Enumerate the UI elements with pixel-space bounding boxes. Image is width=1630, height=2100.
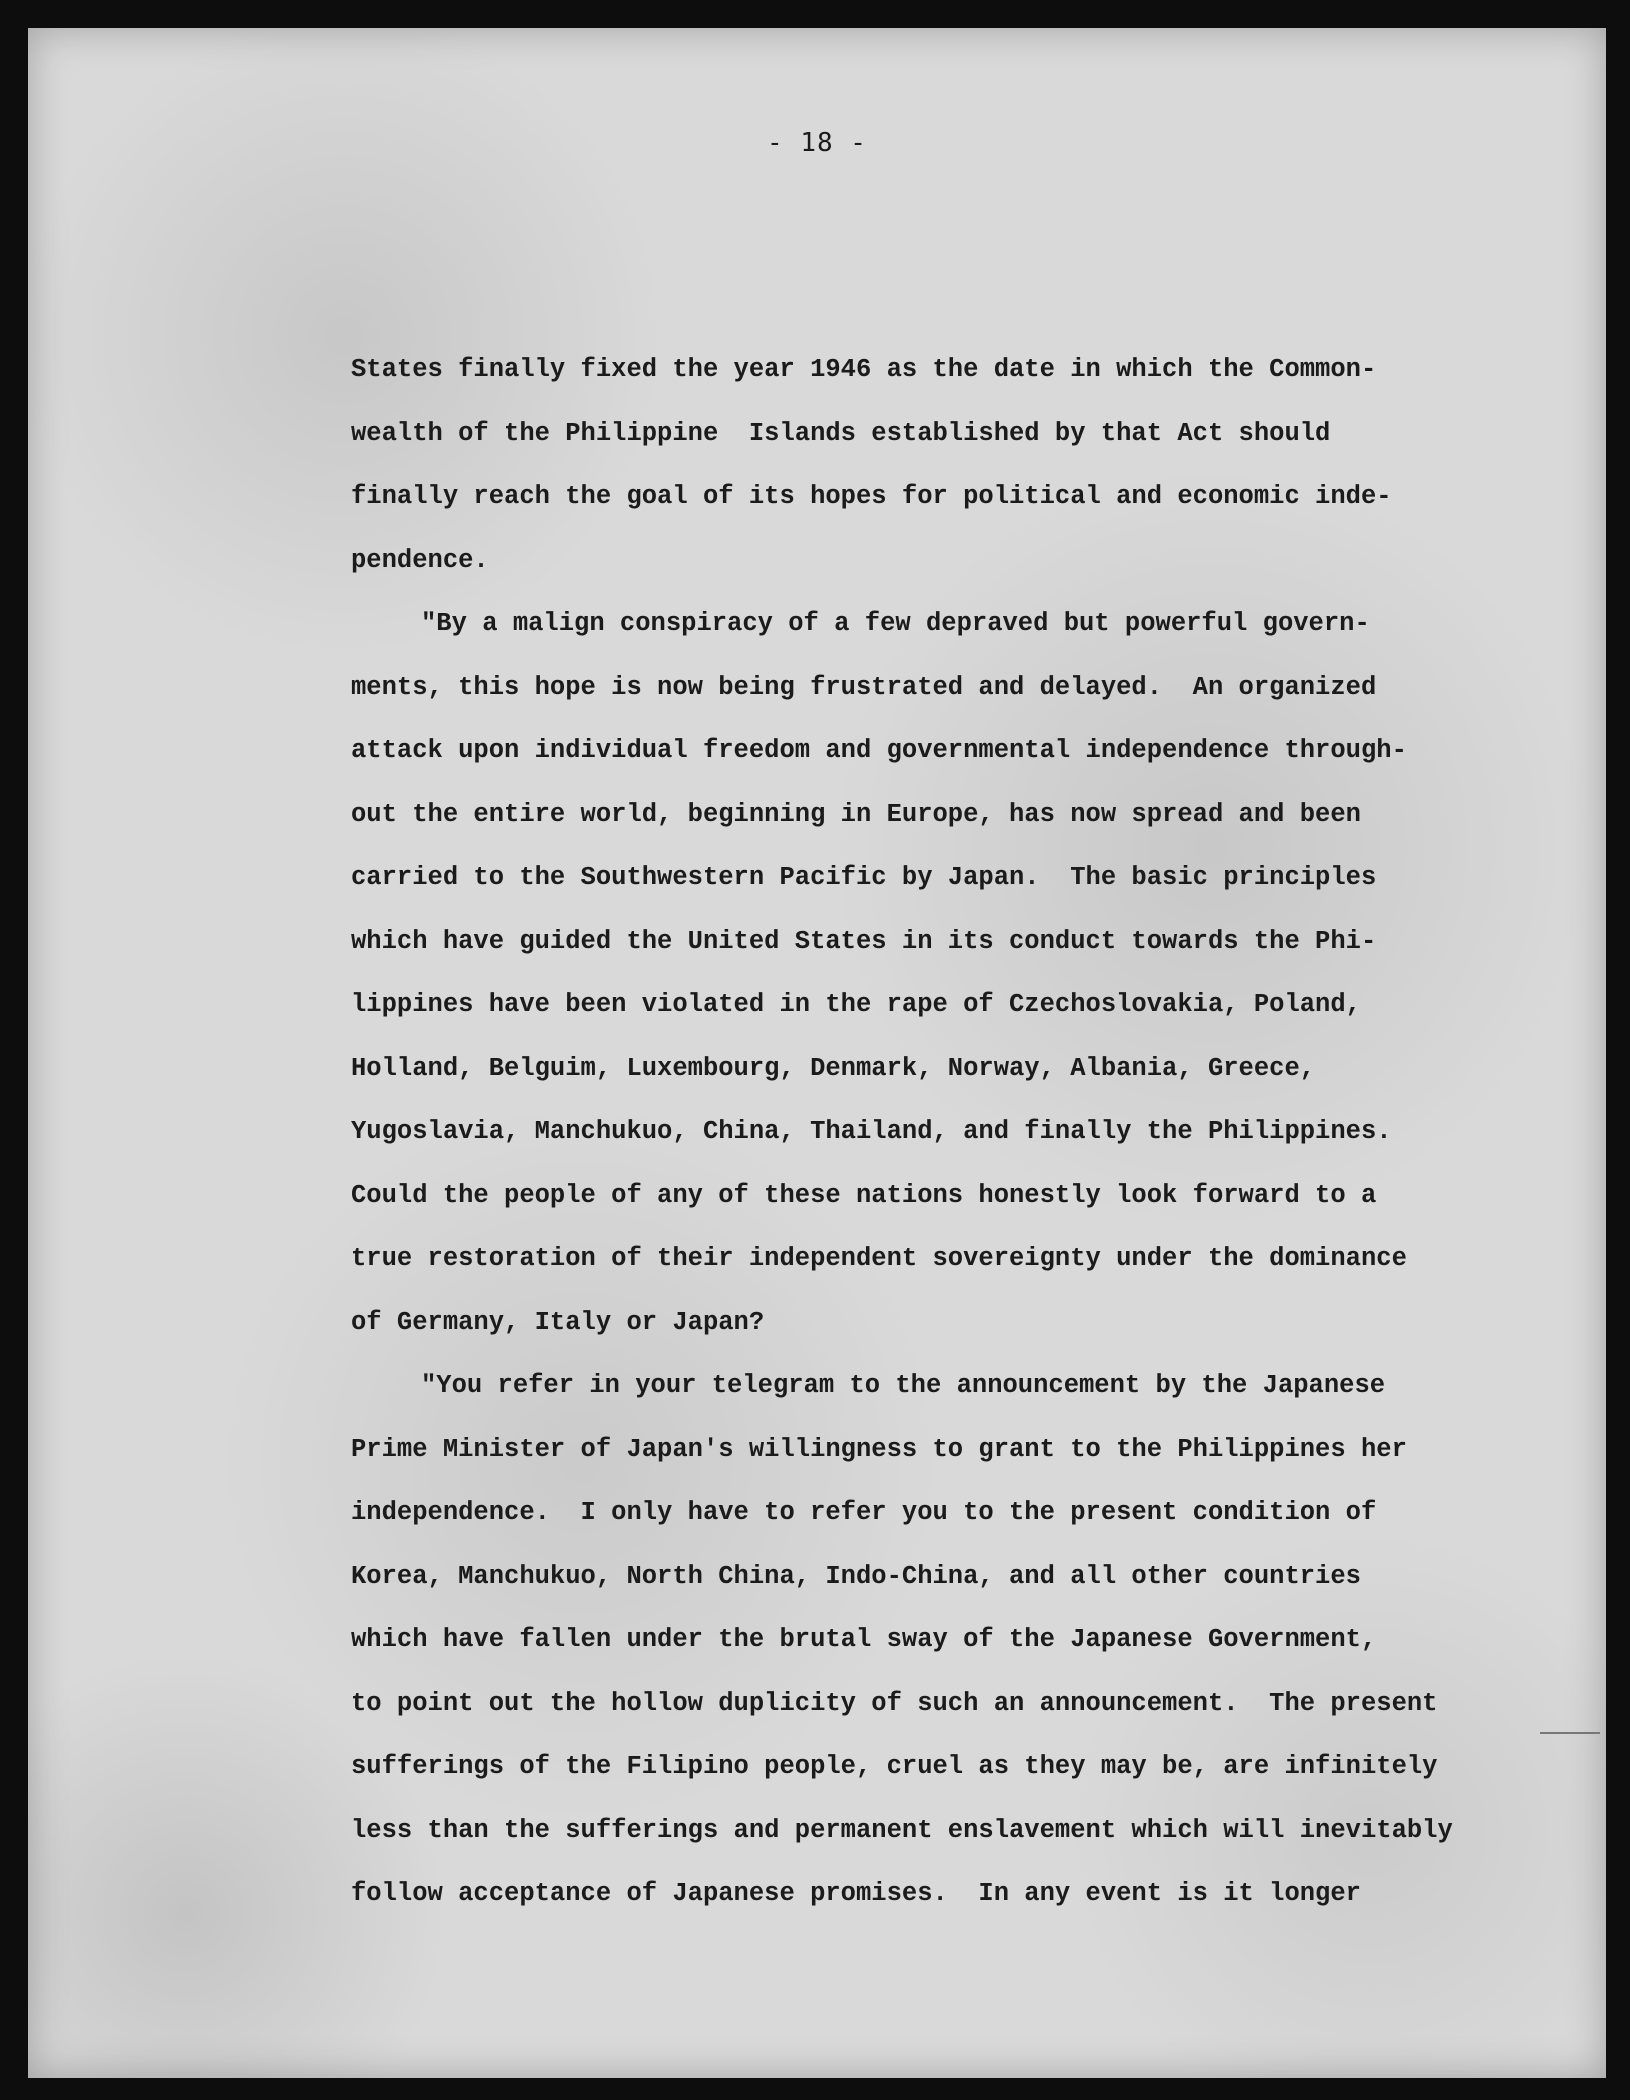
document-page xyxy=(28,28,1606,2078)
text-line: carried to the Southwestern Pacific by Japan. The basic principles xyxy=(351,863,1377,892)
text-line: true restoration of their independent sovereignty under the dominance xyxy=(351,1244,1407,1273)
text-line: finally reach the goal of its hopes for political and economic inde- xyxy=(351,482,1392,511)
text-line: Korea, Manchukuo, North China, Indo-China, and all other countries xyxy=(351,1561,1361,1591)
text-line: sufferings of the Filipino people, cruel as they may be, are infinitely xyxy=(351,1752,1438,1781)
text-line: lippines have been violated in the rape of Czechoslovakia, Poland, xyxy=(351,990,1361,1019)
text-line: out the entire world, beginning in Europe, has now spread and been xyxy=(351,799,1361,829)
text-line: which have fallen under the brutal sway of the Japanese Government, xyxy=(351,1625,1377,1654)
text-line: of Germany, Italy or Japan? xyxy=(351,1307,765,1337)
text-line: independence. I only have to refer you to the present condition of xyxy=(351,1498,1377,1527)
paragraph-1 xyxy=(351,338,1521,592)
scan-edge-mark xyxy=(1540,1732,1600,1734)
paragraph-3 xyxy=(351,1354,1521,1926)
text-line: which have guided the United States in its conduct towards the Phi- xyxy=(351,926,1377,956)
text-line: "By a malign conspiracy of a few depraved but powerful govern- xyxy=(421,609,1370,638)
text-line: attack upon individual freedom and governmental independence through- xyxy=(351,736,1407,765)
text-line: wealth of the Philippine Islands established by that Act should xyxy=(351,418,1331,448)
text-line: ments, this hope is now being frustrated and delayed. An organized xyxy=(351,672,1377,702)
text-line: pendence. xyxy=(351,545,489,575)
text-line: less than the sufferings and permanent enslavement which will inevitably xyxy=(351,1815,1453,1845)
text-line: "You refer in your telegram to the announcement by the Japanese xyxy=(421,1371,1386,1400)
text-line: States finally fixed the year 1946 as the date in which the Common- xyxy=(351,355,1377,384)
text-line: follow acceptance of Japanese promises. In any event is it longer xyxy=(351,1879,1361,1908)
text-line: Holland, Belguim, Luxembourg, Denmark, Norway, Albania, Greece, xyxy=(351,1053,1316,1083)
text-line: Yugoslavia, Manchukuo, China, Thailand, and finally the Philippines. xyxy=(351,1117,1392,1146)
text-line: to point out the hollow duplicity of such an announcement. The present xyxy=(351,1688,1438,1718)
document-body xyxy=(351,338,1521,1926)
paragraph-2 xyxy=(351,592,1521,1354)
text-line: Prime Minister of Japan's willingness to grant to the Philippines her xyxy=(351,1434,1407,1464)
page-number: - 18 - xyxy=(767,128,867,158)
text-line: Could the people of any of these nations honestly look forward to a xyxy=(351,1180,1377,1210)
